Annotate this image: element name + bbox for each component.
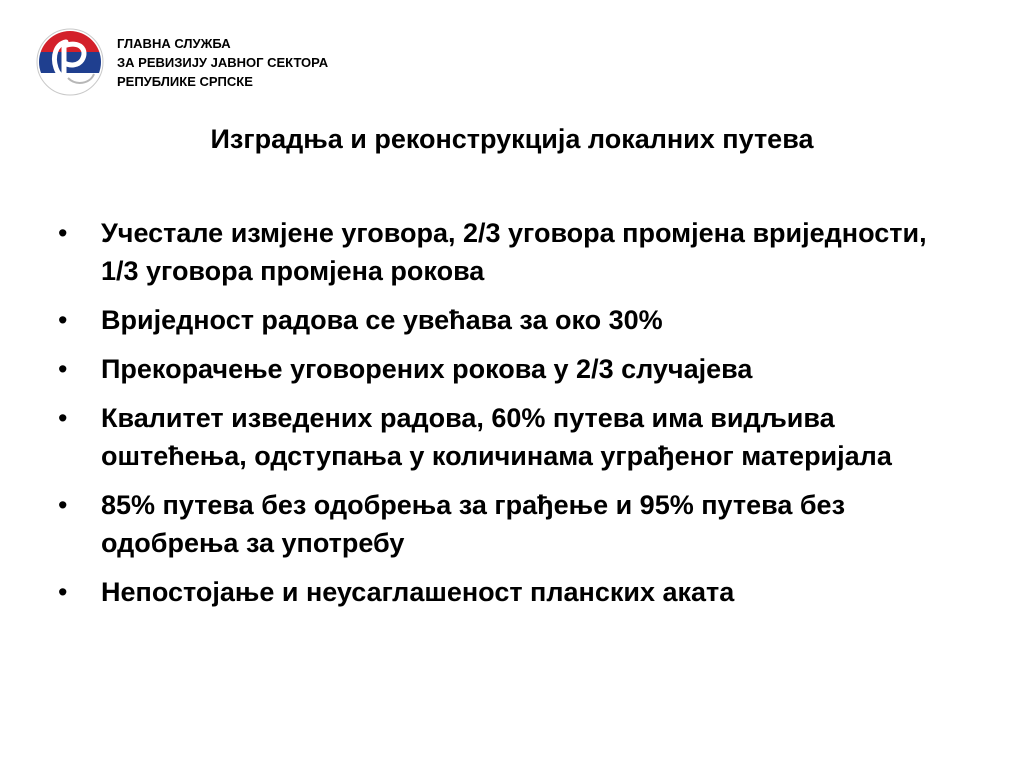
bullet-icon: • <box>58 305 68 335</box>
bullet-text: Квалитет изведених радова, 60% путева има видљива оштећења, одступања у количинама уграђеног материјала <box>101 403 892 471</box>
org-line: ЗА РЕВИЗИЈУ ЈАВНОГ СЕКТОРА <box>117 55 329 70</box>
bullet-text: 85% путева без одобрења за грађење и 95% путева без одобрења за употребу <box>101 490 845 558</box>
bullet-text: Учестале измјене уговора, 2/3 уговора промјена вриједности, 1/3 уговора промјена рокова <box>101 218 927 286</box>
bullet-item <box>58 301 958 339</box>
bullet-icon: • <box>58 577 68 607</box>
bullet-text: Непостојање и неусаглашеност планских аката <box>101 577 735 607</box>
bullet-item <box>58 573 958 611</box>
organization-name <box>117 34 328 91</box>
bullet-icon: • <box>58 403 68 433</box>
slide-title: Изградња и реконструкција локалних путева <box>210 124 814 154</box>
org-line: РЕПУБЛИКЕ СРПСКЕ <box>117 74 253 89</box>
bullet-item <box>58 350 958 388</box>
audit-office-logo-icon <box>36 28 104 96</box>
bullet-item <box>58 486 958 562</box>
bullet-icon: • <box>58 218 68 248</box>
org-line: ГЛАВНА СЛУЖБА <box>117 36 231 51</box>
bullet-icon: • <box>58 490 68 520</box>
bullet-text: Прекорачење уговорених рокова у 2/3 случајева <box>101 354 753 384</box>
bullet-icon: • <box>58 354 68 384</box>
bullet-text: Вриједност радова се увећава за око 30% <box>101 305 663 335</box>
bullet-item <box>58 214 958 290</box>
bullet-item <box>58 399 958 475</box>
bullet-list <box>58 214 958 622</box>
